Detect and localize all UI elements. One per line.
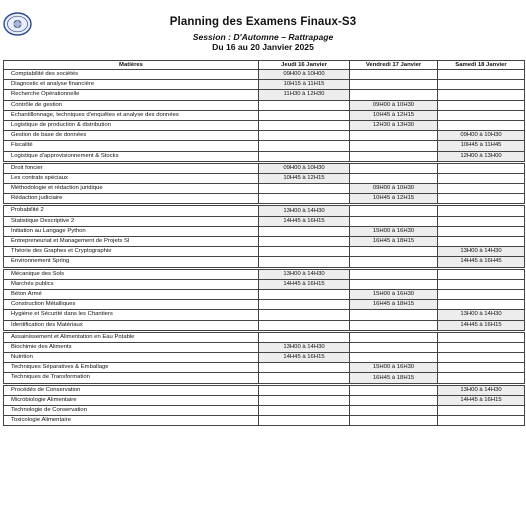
time-slot-cell: 09H00 à 10H30 — [350, 100, 438, 110]
table-header-row — [4, 61, 525, 70]
subject-cell: Logistique de production & distribution — [4, 120, 259, 130]
subject-cell: Hygiène et Sécurité dans les Chantiers — [4, 310, 259, 320]
subject-cell: Techniques Séparatives & Emballage — [4, 363, 259, 373]
subject-cell: Biochimie des Aliments — [4, 342, 259, 352]
table-row — [4, 90, 525, 100]
subject-cell: Fiscalité — [4, 141, 259, 151]
time-slot-cell — [438, 194, 525, 204]
document-header — [0, 16, 526, 52]
table-row — [4, 216, 525, 226]
subject-cell: Diagnostic et analyse financière — [4, 80, 259, 90]
subject-cell: Les contrats spéciaux — [4, 173, 259, 183]
time-slot-cell — [259, 141, 350, 151]
time-slot-cell — [438, 353, 525, 363]
time-slot-cell — [259, 247, 350, 257]
time-slot-cell — [350, 70, 438, 80]
time-slot-cell: 12H00 à 13H00 — [438, 151, 525, 161]
time-slot-cell — [350, 90, 438, 100]
column-header-subject: Matières — [4, 61, 259, 70]
time-slot-cell — [438, 406, 525, 416]
time-slot-cell — [259, 406, 350, 416]
time-slot-cell: 13H00 à 14H30 — [438, 310, 525, 320]
time-slot-cell: 13H00 à 14H30 — [259, 206, 350, 216]
subject-cell: Droit foncier — [4, 163, 259, 173]
time-slot-cell: 10H45 à 11H45 — [438, 141, 525, 151]
table-row — [4, 141, 525, 151]
time-slot-cell — [259, 237, 350, 247]
time-slot-cell: 10H45 à 12H15 — [350, 110, 438, 120]
table-row — [4, 110, 525, 120]
time-slot-cell: 14H45 à 16H15 — [259, 216, 350, 226]
time-slot-cell: 15H00 à 16H30 — [350, 363, 438, 373]
subject-cell: Environnement Spring — [4, 257, 259, 267]
subject-cell: Rédaction judiciaire — [4, 194, 259, 204]
time-slot-cell — [350, 173, 438, 183]
subject-cell: Contrôle de gestion — [4, 100, 259, 110]
time-slot-cell: 13H00 à 14H30 — [259, 342, 350, 352]
column-header-friday: Vendredi 17 Janvier — [350, 61, 438, 70]
time-slot-cell — [259, 332, 350, 342]
time-slot-cell — [438, 206, 525, 216]
table-row — [4, 373, 525, 383]
table-row — [4, 100, 525, 110]
time-slot-cell — [350, 257, 438, 267]
time-slot-cell — [259, 226, 350, 236]
time-slot-cell — [438, 289, 525, 299]
time-slot-cell: 09H00 à 10H30 — [438, 131, 525, 141]
table-row — [4, 151, 525, 161]
subject-cell: Nutrition — [4, 353, 259, 363]
subject-cell: Microbiologie Alimentaire — [4, 395, 259, 405]
time-slot-cell — [438, 100, 525, 110]
time-slot-cell — [438, 332, 525, 342]
subject-cell: Procédés de Conservation — [4, 385, 259, 395]
time-slot-cell: 09H00 à 10H30 — [350, 184, 438, 194]
time-slot-cell — [438, 184, 525, 194]
time-slot-cell — [259, 100, 350, 110]
time-slot-cell — [259, 373, 350, 383]
table-row — [4, 226, 525, 236]
session-subtitle: Session : D'Automne – Rattrapage — [192, 32, 334, 42]
time-slot-cell — [350, 216, 438, 226]
time-slot-cell — [350, 310, 438, 320]
time-slot-cell — [438, 120, 525, 130]
table-row — [4, 194, 525, 204]
time-slot-cell — [259, 310, 350, 320]
subject-cell: Entrepreneuriat et Management de Projets SI — [4, 237, 259, 247]
time-slot-cell: 10H45 à 12H15 — [350, 194, 438, 204]
subject-cell: Recherche Opérationnelle — [4, 90, 259, 100]
subject-cell: Marchés publics — [4, 279, 259, 289]
time-slot-cell — [350, 131, 438, 141]
time-slot-cell — [350, 80, 438, 90]
time-slot-cell: 10H45 à 12H15 — [259, 173, 350, 183]
table-row — [4, 332, 525, 342]
date-range: Du 16 au 20 Janvier 2025 — [212, 42, 314, 52]
time-slot-cell — [350, 395, 438, 405]
time-slot-cell — [259, 385, 350, 395]
subject-cell: Théorie des Graphes et Cryptographie — [4, 247, 259, 257]
time-slot-cell — [350, 279, 438, 289]
time-slot-cell — [259, 363, 350, 373]
time-slot-cell — [259, 131, 350, 141]
time-slot-cell — [259, 110, 350, 120]
table-row — [4, 320, 525, 330]
time-slot-cell: 14H45 à 16H15 — [259, 279, 350, 289]
table-row — [4, 416, 525, 426]
table-row — [4, 206, 525, 216]
subject-cell: Méthodologie et rédaction juridique — [4, 184, 259, 194]
time-slot-cell — [438, 173, 525, 183]
time-slot-cell — [350, 269, 438, 279]
time-slot-cell: 14H45 à 16H15 — [438, 320, 525, 330]
subject-cell: Béton Armé — [4, 289, 259, 299]
time-slot-cell — [350, 206, 438, 216]
table-row — [4, 237, 525, 247]
table-row — [4, 353, 525, 363]
exam-schedule-table — [3, 60, 525, 426]
time-slot-cell: 14H45 à 16H45 — [438, 257, 525, 267]
time-slot-cell — [438, 269, 525, 279]
time-slot-cell — [259, 257, 350, 267]
table-row — [4, 173, 525, 183]
time-slot-cell — [259, 416, 350, 426]
time-slot-cell — [438, 237, 525, 247]
time-slot-cell: 16H45 à 18H15 — [350, 237, 438, 247]
subject-cell: Techniques de Transformation — [4, 373, 259, 383]
time-slot-cell: 12H30 à 13H30 — [350, 120, 438, 130]
time-slot-cell — [438, 110, 525, 120]
table-row — [4, 184, 525, 194]
time-slot-cell: 16H45 à 18H15 — [350, 300, 438, 310]
time-slot-cell — [350, 342, 438, 352]
subject-cell: Statistique Descriptive 2 — [4, 216, 259, 226]
subject-cell: Logistique d'approvisionnement & Stocks — [4, 151, 259, 161]
time-slot-cell: 14H45 à 16H15 — [259, 353, 350, 363]
time-slot-cell — [259, 320, 350, 330]
subject-cell: Probabilité 2 — [4, 206, 259, 216]
time-slot-cell — [259, 289, 350, 299]
time-slot-cell — [259, 184, 350, 194]
time-slot-cell: 13H00 à 14H30 — [438, 385, 525, 395]
time-slot-cell — [259, 395, 350, 405]
subject-cell: Assainissement et Alimentation en Eau Potable — [4, 332, 259, 342]
time-slot-cell: 11H30 à 12H30 — [259, 90, 350, 100]
table-row — [4, 363, 525, 373]
time-slot-cell — [350, 332, 438, 342]
page-title: Planning des Examens Finaux-S3 — [169, 16, 357, 28]
subject-cell: Technologie de Conservation — [4, 406, 259, 416]
table-row — [4, 289, 525, 299]
subject-cell: Echantillonnage, techniques d'enquêtes et analyse des données — [4, 110, 259, 120]
table-row — [4, 257, 525, 267]
table-row — [4, 80, 525, 90]
subject-cell: Mécanique des Sols — [4, 269, 259, 279]
time-slot-cell — [438, 70, 525, 80]
time-slot-cell — [350, 141, 438, 151]
time-slot-cell — [350, 406, 438, 416]
subject-cell: Construction Métalliques — [4, 300, 259, 310]
time-slot-cell — [438, 363, 525, 373]
time-slot-cell — [259, 194, 350, 204]
table-row — [4, 247, 525, 257]
subject-cell: Initiation au Langage Python — [4, 226, 259, 236]
time-slot-cell — [259, 120, 350, 130]
time-slot-cell: 09H00 à 10H30 — [259, 163, 350, 173]
time-slot-cell — [438, 216, 525, 226]
time-slot-cell: 13H00 à 14H30 — [259, 269, 350, 279]
subject-cell: Identification des Matériaux — [4, 320, 259, 330]
time-slot-cell: 15H00 à 16H30 — [350, 289, 438, 299]
table-row — [4, 70, 525, 80]
table-row — [4, 131, 525, 141]
time-slot-cell — [438, 226, 525, 236]
subject-cell: Comptabilité des sociétés — [4, 70, 259, 80]
time-slot-cell — [350, 353, 438, 363]
time-slot-cell — [350, 247, 438, 257]
subject-cell: Toxicologie Alimentaire — [4, 416, 259, 426]
table-row — [4, 310, 525, 320]
time-slot-cell: 14H45 à 16H15 — [438, 395, 525, 405]
table-row — [4, 300, 525, 310]
time-slot-cell — [259, 151, 350, 161]
time-slot-cell — [438, 300, 525, 310]
table-row — [4, 120, 525, 130]
time-slot-cell: 10H15 à 11H15 — [259, 80, 350, 90]
time-slot-cell — [259, 300, 350, 310]
time-slot-cell — [438, 373, 525, 383]
table-row — [4, 406, 525, 416]
time-slot-cell: 15H00 à 16H30 — [350, 226, 438, 236]
time-slot-cell — [438, 80, 525, 90]
time-slot-cell: 16H45 à 18H15 — [350, 373, 438, 383]
time-slot-cell — [350, 320, 438, 330]
time-slot-cell — [350, 416, 438, 426]
time-slot-cell — [438, 416, 525, 426]
time-slot-cell — [350, 151, 438, 161]
time-slot-cell — [350, 163, 438, 173]
time-slot-cell: 09H00 à 10H00 — [259, 70, 350, 80]
subject-cell: Gestion de base de données — [4, 131, 259, 141]
column-header-saturday: Samedi 18 Janvier — [438, 61, 525, 70]
time-slot-cell — [438, 90, 525, 100]
time-slot-cell — [438, 342, 525, 352]
time-slot-cell: 13H00 à 14H30 — [438, 247, 525, 257]
table-row — [4, 395, 525, 405]
column-header-thursday: Jeudi 16 Janvier — [259, 61, 350, 70]
time-slot-cell — [350, 385, 438, 395]
table-row — [4, 279, 525, 289]
table-row — [4, 385, 525, 395]
time-slot-cell — [438, 163, 525, 173]
table-row — [4, 342, 525, 352]
table-row — [4, 269, 525, 279]
table-row — [4, 163, 525, 173]
time-slot-cell — [438, 279, 525, 289]
